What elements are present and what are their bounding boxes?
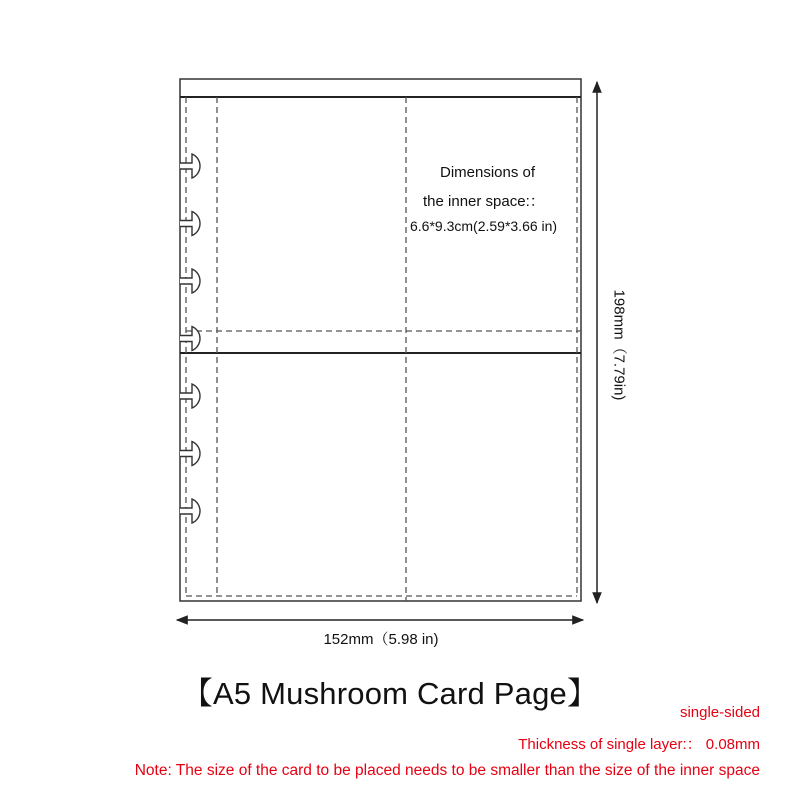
binder-hole <box>180 327 200 351</box>
inner-space-label-line2: the inner space:： <box>423 193 545 210</box>
thickness-note: Thickness of single layer:： 0.08mm <box>518 736 760 753</box>
binder-hole <box>180 442 200 466</box>
binder-hole <box>180 499 200 523</box>
width-dimension-label: 152mm（5.98 in) <box>323 631 439 648</box>
binder-hole <box>180 154 200 178</box>
binder-hole <box>180 212 200 236</box>
inner-space-size: 6.6*9.3cm(2.59*3.66 in) <box>410 218 558 234</box>
binder-hole <box>180 269 200 293</box>
binder-hole <box>180 384 200 408</box>
page-outline <box>180 79 581 601</box>
inner-space-label-line1: Dimensions of <box>440 164 536 181</box>
single-sided-note: single-sided <box>679 704 760 721</box>
size-note: Note: The size of the card to be placed needs to be smaller than the size of the inner space <box>134 762 760 779</box>
height-dimension-label: 198mm（7.79in) <box>610 289 628 401</box>
binder-holes <box>180 154 200 523</box>
product-title: 【A5 Mushroom Card Page】 <box>181 676 599 711</box>
